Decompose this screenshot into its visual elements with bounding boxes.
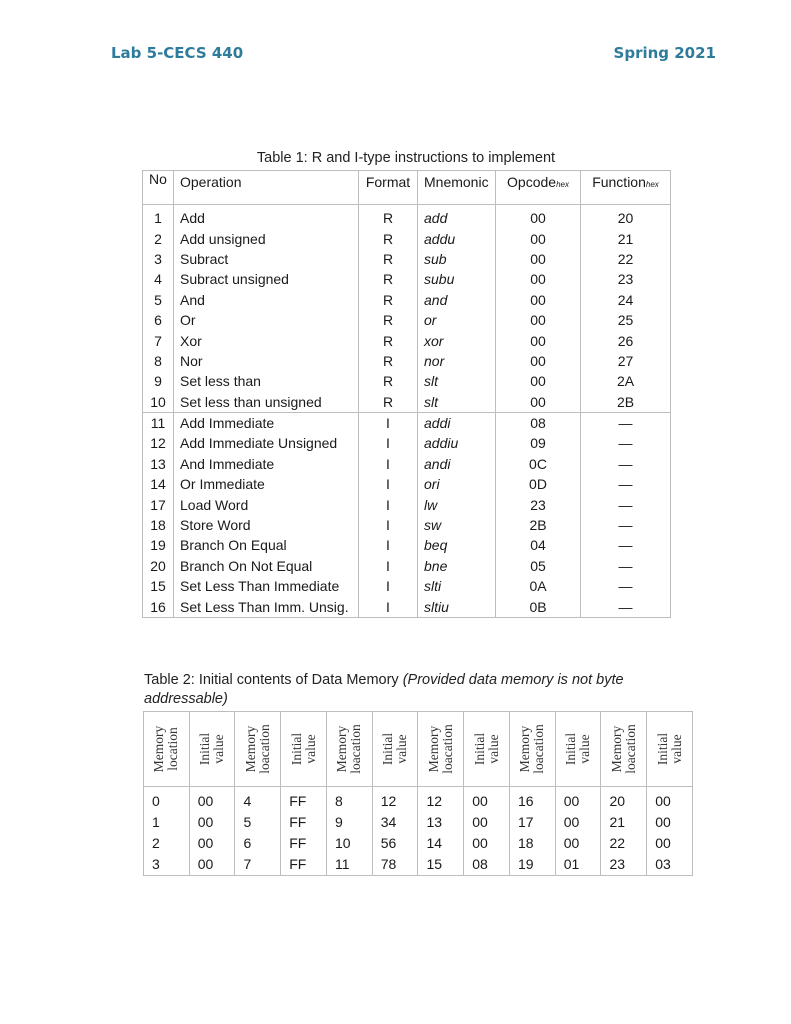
- cell-function: 24: [581, 290, 671, 310]
- rotated-header-label: [610, 724, 638, 773]
- cell-format: R: [359, 330, 418, 350]
- header-line-2: loacation: [256, 724, 272, 774]
- cell-initial-value: 00: [189, 787, 235, 813]
- cell-memory-location: 8: [326, 787, 372, 813]
- cell-function: —: [581, 412, 671, 433]
- table-row: [143, 351, 671, 371]
- cell-initial-value: 34: [372, 812, 418, 833]
- cell-initial-value: 00: [647, 787, 693, 813]
- cell-operation: Branch On Not Equal: [174, 556, 359, 576]
- header-line-2: loacation: [622, 724, 638, 774]
- col-header-initial-value: [189, 712, 235, 787]
- cell-opcode: 23: [496, 494, 581, 514]
- header-course-title: Lab 5-CECS 440: [111, 44, 244, 62]
- cell-no: 8: [143, 351, 174, 371]
- cell-memory-location: 9: [326, 812, 372, 833]
- cell-format: I: [359, 454, 418, 474]
- header-line-1: Initial: [380, 732, 396, 766]
- cell-function: 26: [581, 330, 671, 350]
- cell-function: —: [581, 433, 671, 453]
- rotated-header-label: [656, 733, 684, 765]
- cell-initial-value: 12: [372, 787, 418, 813]
- table-row: [143, 228, 671, 248]
- cell-operation: Add: [174, 205, 359, 229]
- col-header-operation: Operation: [174, 171, 359, 205]
- cell-format: I: [359, 515, 418, 535]
- instructions-table: [142, 170, 671, 618]
- table2-caption-note: (Provided data memory is not byte addressable): [144, 672, 624, 707]
- header-line-2: loacation: [439, 724, 455, 774]
- table-row: [143, 249, 671, 269]
- cell-memory-location: 2: [144, 833, 190, 854]
- cell-mnemonic: slti: [418, 576, 496, 596]
- cell-format: R: [359, 371, 418, 391]
- table-row: [143, 371, 671, 391]
- cell-no: 12: [143, 433, 174, 453]
- cell-no: 9: [143, 371, 174, 391]
- cell-format: R: [359, 290, 418, 310]
- table-row: [143, 392, 671, 413]
- table-row: [143, 433, 671, 453]
- cell-no: 19: [143, 535, 174, 555]
- cell-memory-location: 22: [601, 833, 647, 854]
- cell-function: —: [581, 474, 671, 494]
- table-row: [143, 330, 671, 350]
- cell-mnemonic: add: [418, 205, 496, 229]
- cell-no: 13: [143, 454, 174, 474]
- col-header-memory-location: [326, 712, 372, 787]
- cell-mnemonic: beq: [418, 535, 496, 555]
- cell-operation: Branch On Equal: [174, 535, 359, 555]
- table-row: [144, 787, 693, 813]
- header-line-2: loacation: [531, 724, 547, 774]
- col-header-opcode: [496, 171, 581, 205]
- cell-memory-location: 14: [418, 833, 464, 854]
- cell-mnemonic: ori: [418, 474, 496, 494]
- table-row: [143, 474, 671, 494]
- cell-opcode: 0D: [496, 474, 581, 494]
- rotated-header-label: [427, 724, 455, 773]
- header-line-1: Memory: [334, 725, 350, 773]
- cell-format: I: [359, 433, 418, 453]
- opcode-subscript: hex: [556, 180, 569, 189]
- header-line-2: value: [485, 734, 501, 764]
- rotated-header-label: [335, 724, 363, 773]
- cell-no: 1: [143, 205, 174, 229]
- cell-initial-value: 78: [372, 854, 418, 876]
- col-header-memory-location: [509, 712, 555, 787]
- cell-memory-location: 0: [144, 787, 190, 813]
- cell-memory-location: 4: [235, 787, 281, 813]
- cell-mnemonic: sub: [418, 249, 496, 269]
- header-line-2: value: [668, 734, 684, 764]
- col-header-memory-location: [601, 712, 647, 787]
- col-header-initial-value: [372, 712, 418, 787]
- cell-operation: And: [174, 290, 359, 310]
- cell-format: R: [359, 269, 418, 289]
- cell-format: R: [359, 351, 418, 371]
- cell-operation: Set Less Than Imm. Unsig.: [174, 596, 359, 617]
- cell-format: R: [359, 310, 418, 330]
- cell-memory-location: 12: [418, 787, 464, 813]
- table-row: [143, 412, 671, 433]
- cell-mnemonic: slt: [418, 392, 496, 413]
- col-header-initial-value: [555, 712, 601, 787]
- header-line-1: Memory: [425, 725, 441, 773]
- cell-no: 14: [143, 474, 174, 494]
- cell-initial-value: 00: [464, 833, 510, 854]
- cell-opcode: 00: [496, 351, 581, 371]
- cell-no: 4: [143, 269, 174, 289]
- cell-opcode: 0C: [496, 454, 581, 474]
- cell-no: 20: [143, 556, 174, 576]
- cell-mnemonic: sltiu: [418, 596, 496, 617]
- header-line-1: Initial: [288, 732, 304, 766]
- cell-initial-value: 00: [647, 812, 693, 833]
- cell-format: I: [359, 412, 418, 433]
- cell-operation: Set less than: [174, 371, 359, 391]
- cell-memory-location: 15: [418, 854, 464, 876]
- cell-operation: Load Word: [174, 494, 359, 514]
- cell-mnemonic: nor: [418, 351, 496, 371]
- cell-memory-location: 13: [418, 812, 464, 833]
- cell-opcode: 00: [496, 392, 581, 413]
- cell-initial-value: FF: [281, 854, 327, 876]
- col-header-mnemonic: Mnemonic: [418, 171, 496, 205]
- header-line-1: Initial: [471, 732, 487, 766]
- cell-initial-value: 00: [464, 787, 510, 813]
- cell-function: —: [581, 556, 671, 576]
- cell-initial-value: FF: [281, 812, 327, 833]
- table2-caption-text: Table 2: Initial contents of Data Memory: [144, 672, 399, 688]
- header-term: Spring 2021: [613, 44, 716, 62]
- cell-initial-value: FF: [281, 787, 327, 813]
- cell-operation: Subract unsigned: [174, 269, 359, 289]
- header-line-2: location: [165, 727, 181, 771]
- cell-opcode: 0A: [496, 576, 581, 596]
- table-row: [143, 310, 671, 330]
- cell-initial-value: 00: [555, 812, 601, 833]
- cell-memory-location: 6: [235, 833, 281, 854]
- opcode-label: Opcode: [507, 174, 557, 190]
- rotated-header-label: [152, 726, 180, 773]
- cell-memory-location: 3: [144, 854, 190, 876]
- cell-opcode: 04: [496, 535, 581, 555]
- cell-no: 5: [143, 290, 174, 310]
- header-line-2: value: [302, 734, 318, 764]
- col-header-initial-value: [464, 712, 510, 787]
- rotated-header-label: [473, 733, 501, 765]
- cell-opcode: 00: [496, 228, 581, 248]
- cell-memory-location: 20: [601, 787, 647, 813]
- rotated-header-label: [564, 733, 592, 765]
- cell-format: I: [359, 576, 418, 596]
- table-row: [143, 205, 671, 229]
- cell-mnemonic: subu: [418, 269, 496, 289]
- cell-no: 6: [143, 310, 174, 330]
- table1-header-row: [143, 171, 671, 205]
- cell-opcode: 00: [496, 371, 581, 391]
- cell-function: —: [581, 576, 671, 596]
- col-header-no: No: [143, 171, 174, 205]
- cell-mnemonic: bne: [418, 556, 496, 576]
- cell-memory-location: 5: [235, 812, 281, 833]
- cell-memory-location: 1: [144, 812, 190, 833]
- header-line-1: Initial: [563, 732, 579, 766]
- cell-function: 21: [581, 228, 671, 248]
- col-header-format: Format: [359, 171, 418, 205]
- cell-function: 2A: [581, 371, 671, 391]
- cell-function: —: [581, 535, 671, 555]
- rotated-header-label: [198, 733, 226, 765]
- cell-function: 20: [581, 205, 671, 229]
- cell-memory-location: 10: [326, 833, 372, 854]
- cell-function: 2B: [581, 392, 671, 413]
- cell-opcode: 05: [496, 556, 581, 576]
- header-line-1: Memory: [242, 725, 258, 773]
- cell-initial-value: 00: [189, 833, 235, 854]
- table-row: [143, 556, 671, 576]
- cell-initial-value: 00: [555, 833, 601, 854]
- table-row: [143, 576, 671, 596]
- cell-function: 27: [581, 351, 671, 371]
- col-header-initial-value: [647, 712, 693, 787]
- cell-no: 10: [143, 392, 174, 413]
- col-header-memory-location: [418, 712, 464, 787]
- cell-opcode: 0B: [496, 596, 581, 617]
- cell-memory-location: 21: [601, 812, 647, 833]
- table-row: [144, 812, 693, 833]
- rotated-header-label: [381, 733, 409, 765]
- table-row: [143, 596, 671, 617]
- header-line-1: Memory: [151, 725, 167, 773]
- cell-operation: Subract: [174, 249, 359, 269]
- cell-mnemonic: addiu: [418, 433, 496, 453]
- rotated-header-label: [244, 724, 272, 773]
- cell-initial-value: 00: [189, 812, 235, 833]
- header-line-2: value: [211, 734, 227, 764]
- cell-format: I: [359, 596, 418, 617]
- cell-format: I: [359, 556, 418, 576]
- cell-mnemonic: and: [418, 290, 496, 310]
- cell-format: I: [359, 535, 418, 555]
- table2-header-row: [144, 712, 693, 787]
- table-row: [144, 833, 693, 854]
- data-memory-table: [143, 711, 693, 876]
- cell-no: 2: [143, 228, 174, 248]
- cell-mnemonic: addi: [418, 412, 496, 433]
- cell-memory-location: 18: [509, 833, 555, 854]
- cell-format: R: [359, 205, 418, 229]
- cell-opcode: 2B: [496, 515, 581, 535]
- header-line-2: loacation: [348, 724, 364, 774]
- cell-memory-location: 17: [509, 812, 555, 833]
- cell-no: 11: [143, 412, 174, 433]
- cell-no: 3: [143, 249, 174, 269]
- cell-opcode: 08: [496, 412, 581, 433]
- header-line-1: Initial: [654, 732, 670, 766]
- cell-memory-location: 16: [509, 787, 555, 813]
- cell-mnemonic: andi: [418, 454, 496, 474]
- cell-operation: Add Immediate Unsigned: [174, 433, 359, 453]
- header-line-1: Memory: [517, 725, 533, 773]
- cell-operation: Add unsigned: [174, 228, 359, 248]
- function-label: Function: [592, 174, 646, 190]
- cell-initial-value: 00: [647, 833, 693, 854]
- cell-opcode: 00: [496, 249, 581, 269]
- cell-function: —: [581, 515, 671, 535]
- cell-initial-value: 00: [189, 854, 235, 876]
- cell-mnemonic: sw: [418, 515, 496, 535]
- cell-initial-value: 08: [464, 854, 510, 876]
- cell-opcode: 09: [496, 433, 581, 453]
- cell-function: —: [581, 494, 671, 514]
- rotated-header-label: [290, 733, 318, 765]
- header-line-1: Initial: [197, 732, 213, 766]
- cell-function: —: [581, 596, 671, 617]
- cell-no: 17: [143, 494, 174, 514]
- cell-function: 23: [581, 269, 671, 289]
- table-row: [143, 290, 671, 310]
- header-line-1: Memory: [608, 725, 624, 773]
- cell-operation: Or: [174, 310, 359, 330]
- cell-opcode: 00: [496, 269, 581, 289]
- cell-initial-value: 01: [555, 854, 601, 876]
- cell-initial-value: 56: [372, 833, 418, 854]
- cell-initial-value: FF: [281, 833, 327, 854]
- cell-opcode: 00: [496, 205, 581, 229]
- cell-operation: Xor: [174, 330, 359, 350]
- cell-no: 15: [143, 576, 174, 596]
- cell-opcode: 00: [496, 290, 581, 310]
- table1-caption: Table 1: R and I-type instructions to implement: [256, 150, 556, 166]
- cell-memory-location: 11: [326, 854, 372, 876]
- header-line-2: value: [577, 734, 593, 764]
- table-row: [144, 854, 693, 876]
- table-row: [143, 494, 671, 514]
- function-subscript: hex: [645, 180, 659, 189]
- cell-operation: Nor: [174, 351, 359, 371]
- cell-format: R: [359, 392, 418, 413]
- cell-operation: Set less than unsigned: [174, 392, 359, 413]
- cell-memory-location: 19: [509, 854, 555, 876]
- cell-initial-value: 00: [464, 812, 510, 833]
- cell-operation: Add Immediate: [174, 412, 359, 433]
- cell-mnemonic: addu: [418, 228, 496, 248]
- cell-function: 25: [581, 310, 671, 330]
- cell-opcode: 00: [496, 310, 581, 330]
- col-header-function: [581, 171, 671, 205]
- cell-initial-value: 03: [647, 854, 693, 876]
- cell-mnemonic: or: [418, 310, 496, 330]
- cell-operation: And Immediate: [174, 454, 359, 474]
- cell-operation: Set Less Than Immediate: [174, 576, 359, 596]
- cell-initial-value: 00: [555, 787, 601, 813]
- cell-format: I: [359, 494, 418, 514]
- cell-no: 16: [143, 596, 174, 617]
- cell-mnemonic: slt: [418, 371, 496, 391]
- table-row: [143, 269, 671, 289]
- cell-no: 18: [143, 515, 174, 535]
- cell-mnemonic: lw: [418, 494, 496, 514]
- cell-format: R: [359, 249, 418, 269]
- cell-no: 7: [143, 330, 174, 350]
- cell-mnemonic: xor: [418, 330, 496, 350]
- table-row: [143, 454, 671, 474]
- col-header-initial-value: [281, 712, 327, 787]
- cell-format: R: [359, 228, 418, 248]
- col-header-memory-location: [235, 712, 281, 787]
- cell-operation: Store Word: [174, 515, 359, 535]
- table-row: [143, 515, 671, 535]
- cell-function: —: [581, 454, 671, 474]
- table2-caption: [144, 671, 684, 709]
- cell-memory-location: 7: [235, 854, 281, 876]
- cell-function: 22: [581, 249, 671, 269]
- rotated-header-label: [518, 724, 546, 773]
- cell-memory-location: 23: [601, 854, 647, 876]
- cell-operation: Or Immediate: [174, 474, 359, 494]
- table-row: [143, 535, 671, 555]
- cell-opcode: 00: [496, 330, 581, 350]
- cell-format: I: [359, 474, 418, 494]
- col-header-memory-location: [144, 712, 190, 787]
- header-line-2: value: [394, 734, 410, 764]
